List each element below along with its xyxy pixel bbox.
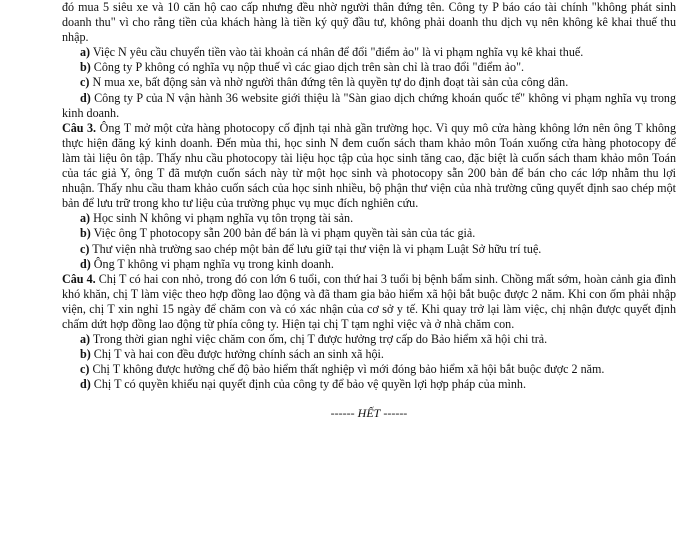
end-text: HẾT (357, 406, 381, 421)
option-text: Ông T không vi phạm nghĩa vụ trong kinh doanh. (93, 256, 334, 271)
q2-option-b (62, 60, 676, 75)
option-label: b) (80, 226, 91, 241)
exam-page (62, 0, 676, 422)
q4-option-a (62, 332, 676, 347)
option-text: Học sinh N không vi phạm nghĩa vụ tôn trọng tài sản. (93, 211, 354, 226)
end-left-dashes: ------ (330, 406, 355, 421)
option-text: Trong thời gian nghỉ việc chăm con ốm, chị T được hưởng trợ cấp do Bảo hiểm xã hội chi trả. (92, 332, 548, 347)
option-text: Công ty P không có nghĩa vụ nộp thuế vì các giao dịch trên sàn chỉ là trao đổi "điểm ảo". (93, 60, 525, 75)
option-label: b) (80, 347, 91, 362)
q2-option-d (62, 91, 676, 121)
option-text: N mua xe, bất động sản và nhờ người thân đứng tên là quyền tự do định đoạt tài sản của công dân. (92, 75, 569, 90)
question-3 (62, 121, 676, 212)
q3-option-b (62, 226, 676, 241)
question-4-label: Câu 4. (62, 271, 96, 286)
option-label: d) (80, 377, 91, 392)
end-marker (62, 406, 676, 421)
option-text: Công ty P của N vận hành 36 website giới thiệu là "Sàn giao dịch chứng khoán quốc tế" không vi phạm nghĩa vụ trong kinh doanh. (62, 90, 677, 120)
question-3-label: Câu 3. (62, 120, 97, 135)
option-text: Chị T không được hưởng chế độ bảo hiểm thất nghiệp vì mới đóng bảo hiểm xã hội bắt buộc được 2 năm. (92, 362, 605, 377)
option-text: Thư viện nhà trường sao chép một bản để lưu giữ tại thư viện là vi phạm Luật Sở hữu trí tuệ. (92, 241, 542, 256)
option-label: d) (80, 256, 91, 271)
option-label: b) (80, 60, 91, 75)
option-label: c) (80, 75, 90, 90)
q4-option-c (62, 362, 676, 377)
option-label: a) (80, 45, 91, 60)
option-text: Chị T và hai con đều được hưởng chính sách an sinh xã hội. (93, 347, 384, 362)
question-4-text: Chị T có hai con nhỏ, trong đó con lớn 6 tuổi, con thứ hai 3 tuổi bị bệnh bẩm sinh. Chồng mất sớm, hoàn cảnh gia đình khó khăn, chị T làm việc theo hợp đồng lao động và đã tham gia bảo hiểm xã hội bắt buộc được 2 năm. Khi con ốm phải nhập viện, chị T xin nghỉ 15 ngày để chăm con và có xác nhận của cơ sở y tế. Khi quay trở lại làm việc, chị nhận được quyết định chấm dứt hợp đồng lao động từ phía công ty. Hiện tại chị T tạm nghỉ việc và ở nhà chăm con. (62, 271, 676, 331)
q2-option-a (62, 45, 676, 60)
option-label: a) (80, 332, 91, 347)
q4-option-d (62, 377, 676, 392)
q3-option-d (62, 257, 676, 272)
option-label: c) (80, 362, 90, 377)
question-4 (62, 272, 676, 332)
intro-paragraph: đó mua 5 siêu xe và 10 căn hộ cao cấp nhưng đều nhờ người thân đứng tên. Công ty P báo cáo tài chính "không phát sinh doanh thu" vì cho rằng tiền của khách hàng là tiền ký quỹ đầu tư, không phải doanh thu dịch vụ nên không kê khai thuế thu nhập. (62, 0, 676, 45)
option-label: c) (80, 241, 90, 256)
option-text: Chị T có quyền khiếu nại quyết định của công ty để bảo vệ quyền lợi hợp pháp của mình. (93, 377, 526, 392)
q2-option-c (62, 75, 676, 90)
option-label: d) (80, 90, 91, 105)
q3-option-a (62, 211, 676, 226)
q3-option-c (62, 242, 676, 257)
option-label: a) (80, 211, 91, 226)
q4-option-b (62, 347, 676, 362)
question-3-text: Ông T mở một cửa hàng photocopy cố định tại nhà gần trường học. Vì quy mô cửa hàng không lớn nên ông T không thực hiện đăng ký kinh doanh. Đến mùa thi, học sinh N đem cuốn sách tham khảo môn Toán xuống cửa hàng photocopy để làm tài liệu ôn tập. Thấy nhu cầu photocopy tài liệu học tập của học sinh tăng cao, đặc biệt là cuốn sách tham khảo môn Toán của tác giả Y, ông T đã mượn cuốn sách này từ một học sinh và photocopy sẵn 200 bản để bán cho các lớp nhằm thu lợi nhuận. Thấy nhu cầu tham khảo cuốn sách của học sinh nhiều, bộ phận thư viện của nhà trường cũng quyết định sao chép một bản để lưu trữ trong kho tư liệu của trường phục vụ mục đích nghiên cứu. (62, 120, 676, 211)
option-text: Việc ông T photocopy sẵn 200 bản để bán là vi phạm quyền tài sản của tác giả. (93, 226, 476, 241)
option-text: Việc N yêu cầu chuyển tiền vào tài khoản cá nhân để đổi "điểm ảo" là vi phạm nghĩa vụ kê khai thuế. (92, 45, 584, 60)
end-right-dashes: ------ (383, 406, 408, 421)
